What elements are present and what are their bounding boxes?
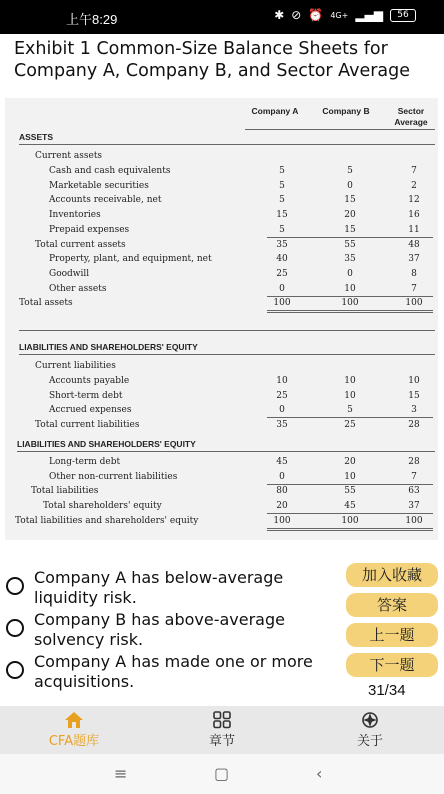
row-label: Total current liabilities: [35, 420, 140, 431]
cell-s: 28: [408, 457, 420, 467]
home-square-icon[interactable]: ▢: [214, 764, 230, 783]
table-row: [5, 254, 438, 268]
total-rule: [267, 310, 433, 313]
status-bar: [0, 0, 444, 34]
cell-b: 55: [344, 486, 356, 497]
table-row: [5, 210, 438, 224]
table-row: [5, 391, 438, 405]
cell-b: 15: [344, 224, 356, 235]
cell-a: 5: [279, 180, 285, 191]
row-label: Accounts payable: [49, 376, 130, 386]
option-2[interactable]: [6, 610, 324, 650]
cell-b: 55: [344, 239, 356, 250]
cell-b: 0: [347, 268, 353, 279]
cell-b: 10: [344, 390, 356, 401]
question-title: Exhibit 1 Common-Size Balance Sheets for Company A, Company B, and Sector Average: [14, 39, 411, 81]
table-row: [5, 486, 438, 500]
total-rule: [267, 237, 433, 238]
option-1-text: Company A has below-average liquidity risk.: [34, 568, 284, 607]
cell-s: 8: [411, 268, 417, 279]
back-icon[interactable]: ‹: [316, 764, 323, 783]
table-row: [5, 181, 438, 195]
cell-b: 0: [347, 180, 353, 191]
cell-b: 100: [341, 298, 359, 309]
row-label: Marketable securities: [49, 180, 149, 191]
row-label: Total liabilities and shareholders' equity: [15, 515, 199, 526]
cell-b: 45: [344, 501, 356, 512]
subsection-current-liabilities: Current liabilities: [35, 361, 116, 371]
total-rule: [267, 528, 433, 531]
nav-about[interactable]: [346, 710, 394, 749]
cell-a: 35: [276, 239, 288, 250]
nav-home[interactable]: [36, 710, 112, 749]
table-row: [5, 195, 438, 209]
cell-b: 10: [344, 283, 356, 294]
favorite-button[interactable]: 加入收藏: [346, 563, 438, 587]
option-3-text: Company A has made one or more acquisitions.: [34, 652, 313, 691]
section-rule: [17, 451, 435, 452]
row-label: Long-term debt: [49, 457, 121, 467]
row-label: Other assets: [49, 283, 107, 294]
cell-s: 48: [408, 239, 420, 250]
row-label: Goodwill: [49, 268, 90, 279]
cell-a: 0: [279, 405, 285, 416]
cell-a: 10: [276, 376, 288, 386]
next-question-button[interactable]: 下一题: [346, 653, 438, 677]
cell-s: 12: [408, 195, 420, 206]
row-label: Inventories: [49, 210, 101, 221]
cell-s: 7: [411, 283, 417, 294]
cell-b: 20: [344, 210, 356, 221]
answer-button[interactable]: 答案: [346, 593, 438, 617]
table-row: [5, 269, 438, 283]
column-header-sector-average: Sector Average: [394, 106, 428, 127]
cell-b: 15: [344, 195, 356, 206]
cell-a: 15: [276, 210, 288, 221]
header-rule: [245, 129, 435, 130]
section-rule: [19, 144, 435, 145]
cell-s: 3: [411, 405, 417, 416]
prev-question-button[interactable]: 上一题: [346, 623, 438, 647]
cell-b: 5: [347, 166, 353, 176]
nav-home-label: CFA题库: [48, 734, 100, 749]
row-label: Prepaid expenses: [49, 224, 130, 235]
cell-a: 35: [276, 420, 288, 431]
network-label: 4G+: [330, 10, 349, 20]
row-label: Cash and cash equivalents: [49, 166, 171, 176]
battery-icon: 56: [390, 9, 416, 22]
bluetooth-icon: ✱: [274, 8, 285, 22]
cell-a: 100: [273, 298, 291, 309]
mute-icon: ⊘: [291, 8, 302, 22]
section-liabilities-heading-2: LIABILITIES AND SHAREHOLDERS' EQUITY: [17, 439, 196, 449]
cell-s: 28: [408, 420, 420, 431]
column-header-company-b: Company B: [322, 106, 370, 116]
table-row: [5, 420, 438, 434]
cell-a: 0: [279, 283, 285, 294]
cell-a: 80: [276, 486, 288, 497]
cell-a: 100: [273, 515, 291, 526]
row-label: Total current assets: [35, 239, 126, 250]
cell-s: 7: [411, 166, 417, 176]
cell-s: 10: [408, 376, 420, 386]
option-2-text: Company B has above-average solvency risk.: [34, 610, 285, 649]
signal-icon: ▂▄▆: [355, 8, 383, 22]
column-header-company-a: Company A: [251, 106, 299, 116]
balance-sheet-exhibit: [5, 98, 438, 540]
compass-icon: [360, 710, 380, 730]
cell-a: 25: [276, 390, 288, 401]
table-row: [5, 240, 438, 254]
radio-button[interactable]: [6, 661, 24, 679]
subsection-current-assets: Current assets: [35, 151, 103, 161]
cell-b: 10: [344, 471, 356, 482]
cell-s: 11: [408, 224, 420, 235]
subsection-row: [5, 151, 438, 165]
cell-a: 45: [276, 457, 288, 467]
menu-icon[interactable]: ≡: [114, 764, 128, 783]
total-rule: [267, 484, 433, 485]
table-row: [5, 376, 438, 390]
nav-about-label: 关于: [356, 734, 383, 749]
radio-button[interactable]: [6, 577, 24, 595]
radio-button[interactable]: [6, 619, 24, 637]
option-3[interactable]: [6, 652, 324, 692]
total-rule: [267, 513, 433, 514]
row-label: Accrued expenses: [49, 405, 132, 416]
row-label: Short-term debt: [49, 390, 123, 401]
section-rule: [19, 330, 435, 331]
status-icons: [274, 8, 416, 22]
cell-s: 15: [408, 390, 420, 401]
cell-a: 5: [279, 224, 285, 235]
row-label: Property, plant, and equipment, net: [49, 254, 212, 265]
cell-s: 37: [408, 501, 420, 512]
row-label: Accounts receivable, net: [49, 195, 162, 206]
cell-b: 100: [341, 515, 359, 526]
status-time: 上午8:29: [66, 12, 118, 27]
total-rule: [267, 417, 433, 418]
section-assets-heading: ASSETS: [19, 132, 54, 142]
option-1[interactable]: [6, 568, 324, 608]
nav-chapters-label: 章节: [208, 734, 235, 749]
cell-b: 25: [344, 420, 356, 431]
cell-s: 2: [411, 180, 417, 191]
cell-b: 10: [344, 376, 356, 386]
row-label: Total shareholders' equity: [43, 501, 162, 512]
cell-a: 5: [279, 195, 285, 206]
cell-a: 0: [279, 471, 285, 482]
bottom-nav: [0, 706, 444, 754]
alarm-icon: ⏰: [308, 8, 324, 22]
cell-s: 100: [405, 515, 423, 526]
cell-s: 100: [405, 298, 423, 309]
cell-s: 7: [411, 471, 417, 482]
table-row: [5, 166, 438, 180]
cell-s: 63: [408, 486, 420, 497]
cell-b: 20: [344, 457, 356, 467]
section-liabilities-heading: LIABILITIES AND SHAREHOLDERS' EQUITY: [19, 342, 198, 352]
nav-chapters[interactable]: [198, 710, 246, 749]
table-row: [5, 457, 438, 471]
cell-b: 5: [347, 405, 353, 416]
cell-a: 20: [276, 501, 288, 512]
question-counter: 31/34: [368, 682, 406, 699]
cell-a: 25: [276, 268, 288, 279]
system-nav-bar: [0, 754, 444, 794]
grid-icon: [212, 710, 232, 730]
row-label: Total assets: [19, 298, 73, 309]
cell-a: 5: [279, 166, 285, 176]
row-label: Total liabilities: [31, 486, 99, 497]
cell-s: 16: [408, 210, 420, 221]
home-icon: [64, 710, 84, 730]
section-rule: [19, 354, 435, 355]
total-rule: [267, 296, 433, 297]
row-label: Other non-current liabilities: [49, 471, 178, 482]
cell-s: 37: [408, 254, 420, 265]
cell-b: 35: [344, 254, 356, 265]
cell-a: 40: [276, 254, 288, 265]
subsection-row: [5, 361, 438, 375]
